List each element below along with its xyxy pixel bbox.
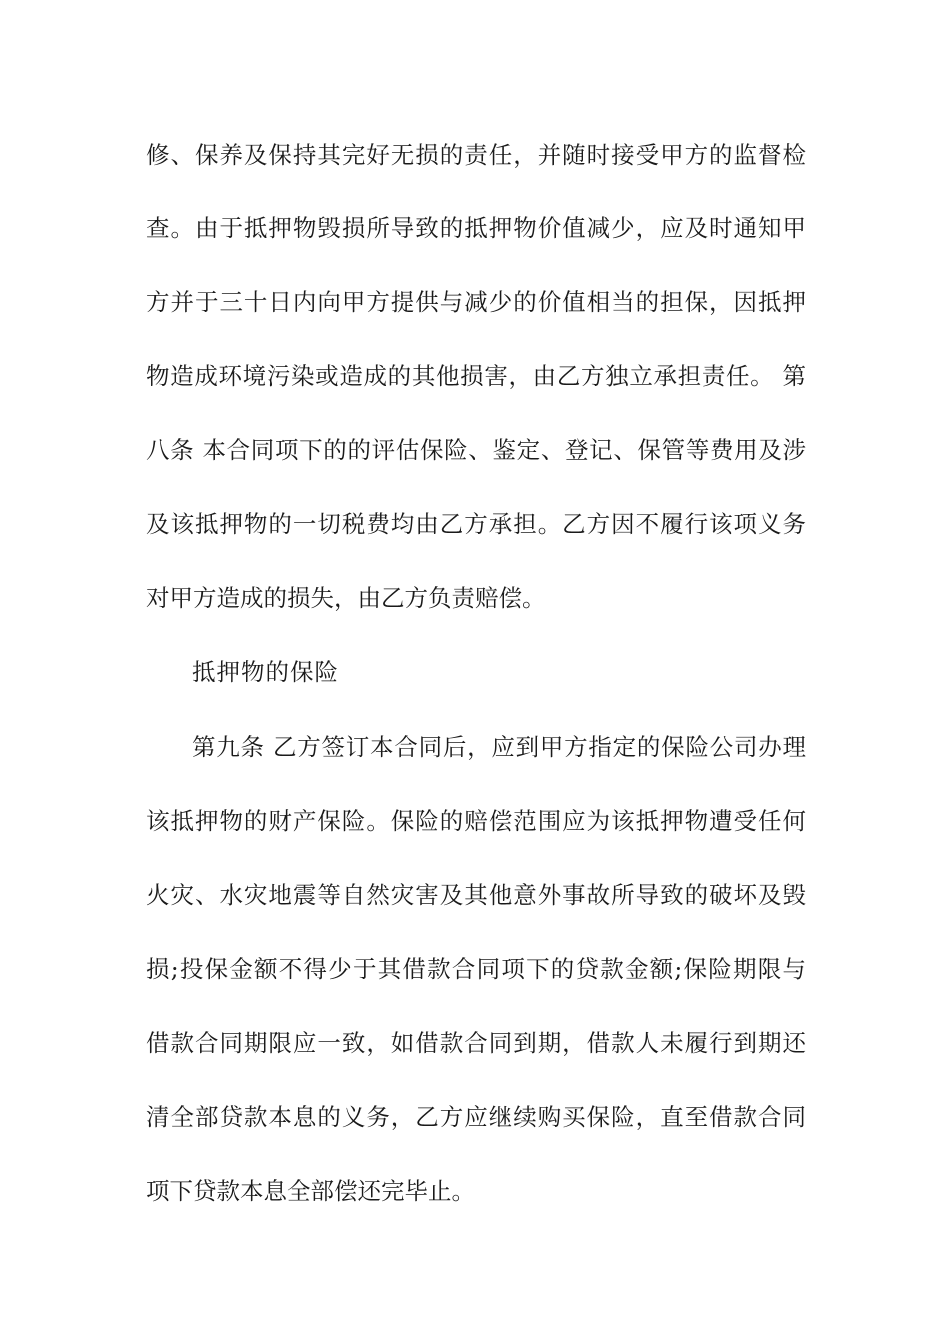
- text-line: 火灾、水灾地震等自然灾害及其他意外事故所导致的破坏及毁: [146, 881, 806, 909]
- text-line: 修、保养及保持其完好无损的责任，并随时接受甲方的监督检: [146, 141, 806, 169]
- text-line: 该抵押物的财产保险。保险的赔偿范围应为该抵押物遭受任何: [146, 807, 806, 835]
- text-line: 及该抵押物的一切税费均由乙方承担。乙方因不履行该项义务: [146, 510, 806, 538]
- section-heading: 抵押物的保险: [192, 658, 339, 686]
- text-line: 物造成环境污染或造成的其他损害，由乙方独立承担责任。 第: [146, 362, 806, 390]
- text-line: 第九条 乙方签订本合同后，应到甲方指定的保险公司办理: [192, 733, 806, 761]
- text-line: 对甲方造成的损失，由乙方负责赔偿。: [146, 584, 546, 612]
- text-line: 清全部贷款本息的义务，乙方应继续购买保险，直至借款合同: [146, 1103, 806, 1131]
- text-line: 查。由于抵押物毁损所导致的抵押物价值减少，应及时通知甲: [146, 214, 806, 242]
- text-line: 八条 本合同项下的的评估保险、鉴定、登记、保管等费用及涉: [146, 436, 806, 464]
- text-line: 项下贷款本息全部偿还完毕止。: [146, 1177, 475, 1205]
- text-line: 借款合同期限应一致，如借款合同到期，借款人未履行到期还: [146, 1029, 806, 1057]
- text-line: 损;投保金额不得少于其借款合同项下的贷款金额;保险期限与: [146, 955, 806, 983]
- text-line: 方并于三十日内向甲方提供与减少的价值相当的担保，因抵押: [146, 288, 806, 316]
